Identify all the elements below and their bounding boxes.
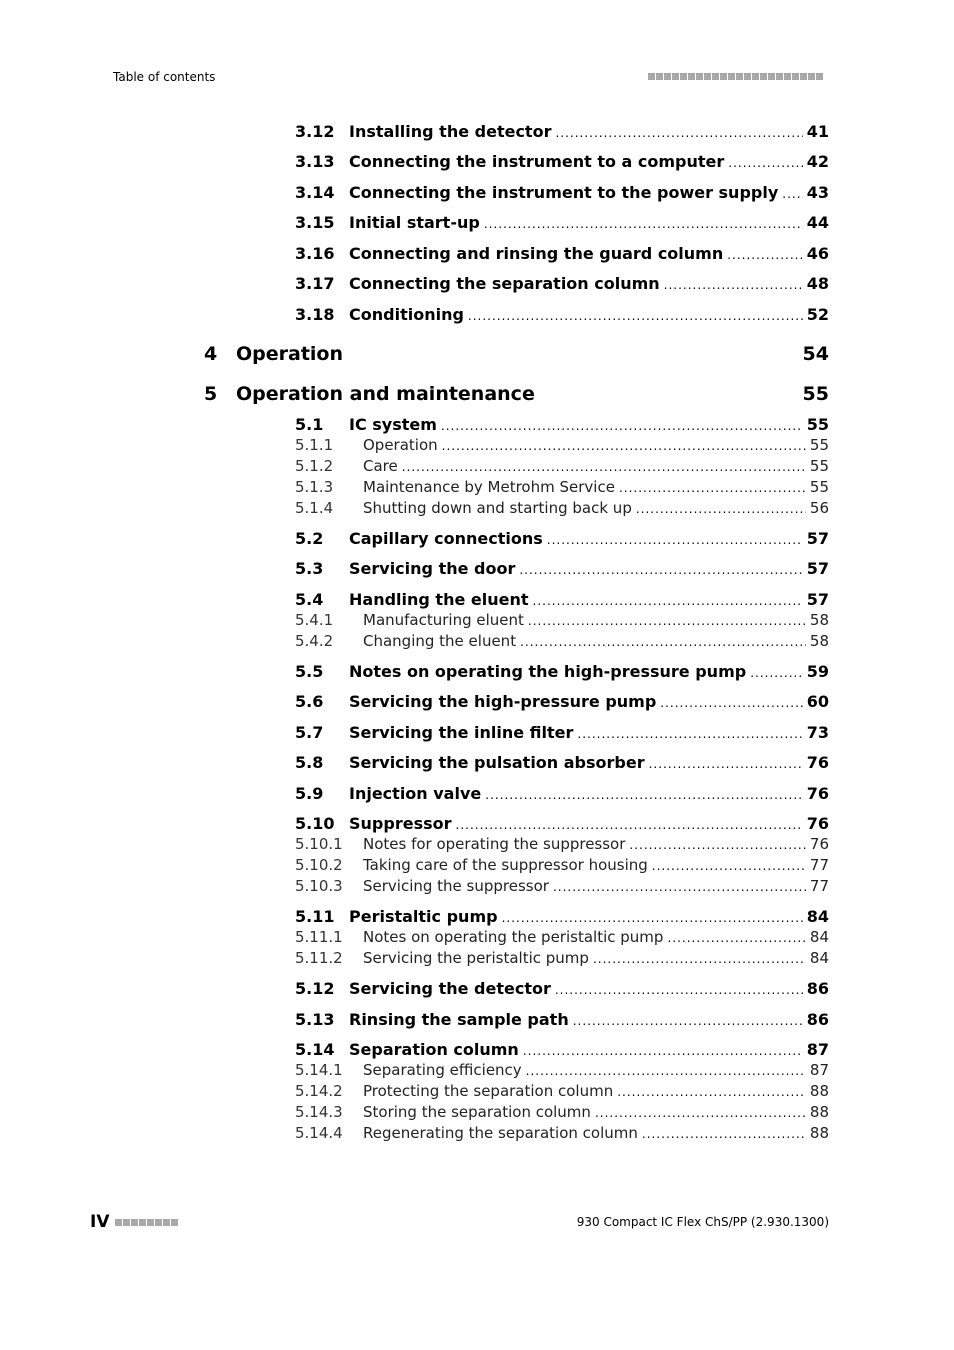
toc-entry-number: 3.17 [295,274,335,293]
toc-entry-page: 44 [806,213,829,232]
toc-dot-leader [523,1044,803,1058]
toc-entry-page: 77 [809,856,829,874]
toc-entry-page: 86 [806,979,829,998]
toc-entry-page: 58 [809,632,829,650]
toc-entry-number: 5.14.4 [295,1124,343,1142]
toc-entry-number: 5.3 [295,559,324,578]
toc-entry-number: 5.9 [295,784,324,803]
toc-entry-page: 42 [806,152,829,171]
toc-entry-number: 3.15 [295,213,335,232]
toc-entry-title: Peristaltic pump [349,907,498,926]
toc-subsection[interactable] [295,499,829,517]
toc-entry-number: 5.14.1 [295,1061,343,1079]
toc-entry-title: Installing the detector [349,122,552,141]
toc-entry-title: Injection valve [349,784,482,803]
toc-entry-number: 5.6 [295,692,324,711]
toc-entry-title: Shutting down and starting back up [363,499,632,517]
toc-entry-title: Suppressor [349,814,452,833]
toc-dot-leader [555,983,803,997]
toc-entry-number: 5.1.2 [295,457,334,475]
toc-entry-page: 57 [806,529,829,548]
toc-subsection[interactable] [295,1124,829,1142]
toc-entry-number: 3.14 [295,183,335,202]
toc-entry-page: 55 [809,457,829,475]
toc-section[interactable] [295,907,829,926]
toc-dot-leader [456,818,803,832]
toc-chapter-title: Operation and maintenance [236,383,535,405]
toc-entry-page: 88 [809,1082,829,1100]
toc-dot-leader [660,696,802,710]
footer-page-marker [90,1212,178,1232]
toc-entry-page: 55 [809,436,829,454]
toc-subsection[interactable] [295,928,829,946]
toc-entry-number: 5.14.3 [295,1103,343,1121]
toc-dot-leader [629,838,806,852]
toc-entry-page: 60 [806,692,829,711]
toc-dot-leader [667,931,805,945]
toc-entry-number: 5.14 [295,1040,335,1059]
toc-entry-number: 5.1 [295,415,324,434]
toc-entry-title: Servicing the peristaltic pump [363,949,589,967]
toc-entry-page: 84 [809,949,829,967]
toc-dot-leader [652,859,806,873]
toc-chapter-number: 5 [204,383,218,405]
toc-entry-title: Rinsing the sample path [349,1010,569,1029]
toc-chapter-page: 55 [802,383,829,405]
toc-chapter[interactable] [204,383,829,405]
toc-entry-number: 5.1.3 [295,478,334,496]
toc-dot-leader [782,187,802,201]
toc-section[interactable] [295,979,829,998]
toc-entry-page: 77 [809,877,829,895]
toc-entry-page: 59 [806,662,829,681]
toc-entry-number: 5.10.1 [295,835,343,853]
toc-entry-title: Connecting and rinsing the guard column [349,244,724,263]
toc-dot-leader [577,727,802,741]
toc-subsection[interactable] [295,478,829,496]
toc-entry-number: 5.8 [295,753,324,772]
footer-page-number: IV [90,1212,110,1232]
toc-entry-title: Storing the separation column [363,1103,591,1121]
toc-entry-page: 76 [806,753,829,772]
toc-chapter-page: 54 [802,343,829,365]
toc-entry-number: 5.5 [295,662,324,681]
toc-dot-leader [484,217,803,231]
toc-dot-leader [636,502,806,516]
toc-dot-leader [441,419,803,433]
toc-dot-leader [649,757,803,771]
toc-dot-leader [664,278,803,292]
toc-section[interactable] [295,213,829,232]
toc-chapter-number: 4 [204,343,218,365]
toc-entry-number: 5.11.2 [295,949,343,967]
toc-entry-page: 52 [806,305,829,324]
toc-section[interactable] [295,305,829,324]
toc-chapter[interactable] [204,343,829,365]
toc-entry-page: 58 [809,611,829,629]
toc-subsection[interactable] [295,835,829,853]
toc-entry-title: Connecting the instrument to the power supply [349,183,779,202]
toc-entry-page: 55 [806,415,829,434]
toc-entry-number: 5.4.2 [295,632,334,650]
header-section-label: Table of contents [113,70,216,84]
toc-entry-page: 76 [806,784,829,803]
toc-subsection[interactable] [295,1061,829,1079]
toc-dot-leader [595,1106,806,1120]
toc-dot-leader [520,635,806,649]
toc-entry-title: Handling the eluent [349,590,529,609]
toc-entry-page: 73 [806,723,829,742]
toc-entry-number: 5.7 [295,723,324,742]
toc-subsection[interactable] [295,632,829,650]
toc-section[interactable] [295,559,829,578]
toc-section[interactable] [295,529,829,548]
toc-entry-number: 5.11.1 [295,928,343,946]
toc-section[interactable] [295,753,829,772]
toc-entry-page: 43 [806,183,829,202]
toc-dot-leader [402,460,806,474]
toc-subsection[interactable] [295,877,829,895]
toc-entry-number: 5.14.2 [295,1082,343,1100]
toc-section[interactable] [295,183,829,202]
toc-dot-leader [528,614,806,628]
toc-section[interactable] [295,1010,829,1029]
toc-entry-number: 5.10.2 [295,856,343,874]
toc-dot-leader [728,156,802,170]
toc-dot-leader [573,1014,803,1028]
toc-entry-title: Protecting the separation column [363,1082,614,1100]
toc-entry-page: 57 [806,559,829,578]
toc-entry-page: 57 [806,590,829,609]
toc-entry-page: 84 [806,907,829,926]
toc-entry-number: 5.11 [295,907,335,926]
toc-dot-leader [617,1085,806,1099]
toc-section[interactable] [295,1040,829,1059]
toc-entry-title: Servicing the detector [349,979,551,998]
toc-entry-page: 88 [809,1124,829,1142]
toc-entry-number: 3.18 [295,305,335,324]
toc-entry-page: 76 [809,835,829,853]
toc-section[interactable] [295,723,829,742]
toc-entry-number: 5.12 [295,979,335,998]
toc-section[interactable] [295,122,829,141]
toc-entry-number: 5.13 [295,1010,335,1029]
toc-section[interactable] [295,274,829,293]
footer-document-title: 930 Compact IC Flex ChS/PP (2.930.1300) [576,1215,829,1229]
toc-entry-title: Operation [363,436,438,454]
toc-subsection[interactable] [295,611,829,629]
toc-entry-title: Servicing the pulsation absorber [349,753,645,772]
toc-chapter-title: Operation [236,343,344,365]
toc-entry-title: Notes for operating the suppressor [363,835,626,853]
toc-entry-title: Capillary connections [349,529,543,548]
toc-dot-leader [547,533,803,547]
toc-entry-title: Conditioning [349,305,464,324]
toc-subsection[interactable] [295,1103,829,1121]
toc-section[interactable] [295,415,829,434]
toc-section[interactable] [295,784,829,803]
toc-entry-number: 5.10 [295,814,335,833]
toc-section[interactable] [295,814,829,833]
toc-section[interactable] [295,244,829,263]
toc-entry-title: Servicing the inline filter [349,723,574,742]
toc-dot-leader [553,880,806,894]
toc-entry-page: 87 [806,1040,829,1059]
toc-subsection[interactable] [295,436,829,454]
toc-subsection[interactable] [295,949,829,967]
toc-dot-leader [642,1127,806,1141]
toc-entry-page: 86 [806,1010,829,1029]
toc-dot-leader [619,481,806,495]
toc-entry-title: Connecting the separation column [349,274,660,293]
toc-entry-number: 5.1.4 [295,499,334,517]
toc-dot-leader [555,126,802,140]
toc-entry-title: Maintenance by Metrohm Service [363,478,615,496]
toc-entry-title: Care [363,457,398,475]
toc-section[interactable] [295,152,829,171]
toc-dot-leader [526,1064,806,1078]
toc-dot-leader [502,911,803,925]
toc-entry-title: Notes on operating the peristaltic pump [363,928,664,946]
toc-entry-page: 55 [809,478,829,496]
toc-entry-page: 46 [806,244,829,263]
toc-entry-number: 3.13 [295,152,335,171]
toc-section[interactable] [295,662,829,681]
toc-entry-page: 88 [809,1103,829,1121]
toc-entry-number: 5.1.1 [295,436,334,454]
toc-dot-leader [519,563,802,577]
header-decor-squares [648,73,823,80]
toc-dot-leader [442,439,806,453]
toc-entry-number: 5.10.3 [295,877,343,895]
toc-entry-title: Initial start-up [349,213,480,232]
toc-entry-page: 41 [806,122,829,141]
toc-section[interactable] [295,590,829,609]
toc-entry-number: 5.4.1 [295,611,334,629]
toc-dot-leader [485,788,802,802]
toc-dot-leader [533,594,803,608]
toc-section[interactable] [295,692,829,711]
toc-entry-number: 3.12 [295,122,335,141]
toc-entry-number: 3.16 [295,244,335,263]
toc-entry-page: 76 [806,814,829,833]
toc-entry-title: Changing the eluent [363,632,517,650]
toc-entry-title: Manufacturing eluent [363,611,524,629]
toc-entry-title: Separating efficiency [363,1061,522,1079]
toc-entry-title: IC system [349,415,437,434]
toc-dot-leader [727,248,803,262]
toc-entry-title: Taking care of the suppressor housing [363,856,648,874]
toc-subsection[interactable] [295,457,829,475]
toc-entry-page: 48 [806,274,829,293]
toc-entry-title: Servicing the suppressor [363,877,549,895]
toc-dot-leader [750,666,803,680]
toc-entry-title: Connecting the instrument to a computer [349,152,725,171]
toc-entry-title: Servicing the door [349,559,516,578]
toc-entry-page: 84 [809,928,829,946]
toc-entry-number: 5.4 [295,590,324,609]
toc-dot-leader [468,309,803,323]
toc-entry-title: Separation column [349,1040,519,1059]
toc-dot-leader [593,952,806,966]
toc-entry-title: Regenerating the separation column [363,1124,638,1142]
toc-entry-page: 87 [809,1061,829,1079]
toc-subsection[interactable] [295,1082,829,1100]
toc-subsection[interactable] [295,856,829,874]
footer-decor-squares [115,1219,178,1226]
toc-entry-number: 5.2 [295,529,324,548]
toc-entry-title: Servicing the high-pressure pump [349,692,657,711]
toc-entry-title: Notes on operating the high-pressure pump [349,662,747,681]
toc-entry-page: 56 [809,499,829,517]
